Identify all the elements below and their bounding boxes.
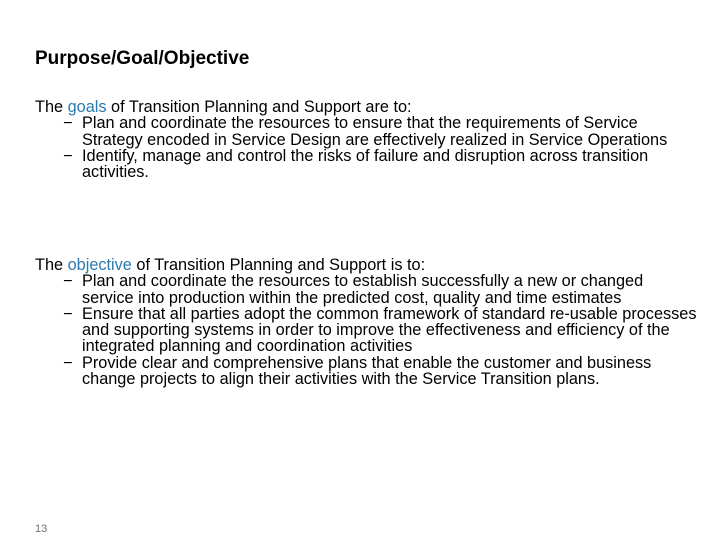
objective-keyword: objective xyxy=(67,256,132,274)
list-item-text: Provide clear and comprehensive plans that enable the customer and business change projects to align their activities with the Service Transition plans. xyxy=(82,353,652,389)
list-item xyxy=(35,273,697,306)
list-item-text: Identify, manage and control the risks of failure and disruption across transition activities. xyxy=(82,146,649,182)
list-item-text: Plan and coordinate the resources to ensure that the requirements of Service Strategy encoded in Service Design are effectively realized in Service Operations xyxy=(82,114,668,149)
objective-intro-suffix: of Transition Planning and Support is to: xyxy=(131,256,426,274)
page-number: 13 xyxy=(35,523,48,535)
goals-intro-suffix: of Transition Planning and Support are to: xyxy=(106,98,412,116)
goals-intro xyxy=(35,99,705,115)
dash-bullet-icon: − xyxy=(63,353,73,372)
list-item xyxy=(35,355,697,388)
slide-title: Purpose/Goal/Objective xyxy=(35,48,250,69)
dash-bullet-icon: − xyxy=(63,272,73,291)
dash-bullet-icon: − xyxy=(63,146,73,165)
objective-intro-prefix: The xyxy=(35,256,68,274)
goals-keyword: goals xyxy=(67,98,107,116)
dash-bullet-icon: − xyxy=(63,304,73,323)
list-item-text: Ensure that all parties adopt the common framework of standard re-usable processes and supporting systems in order to improve the effectiveness and efficiency of the integrated planning and coordination activities xyxy=(82,304,697,356)
list-item-text: Plan and coordinate the resources to establish successfully a new or changed service into production within the predicted cost, quality and time estimates xyxy=(82,272,644,307)
list-item xyxy=(35,115,697,148)
goals-section xyxy=(35,99,705,180)
objective-intro xyxy=(35,257,705,273)
list-item xyxy=(35,148,697,181)
goals-intro-prefix: The xyxy=(35,98,68,116)
objective-section xyxy=(35,257,705,387)
list-item xyxy=(35,306,697,355)
goals-list xyxy=(35,115,705,180)
objective-list xyxy=(35,273,705,387)
dash-bullet-icon: − xyxy=(63,114,73,133)
